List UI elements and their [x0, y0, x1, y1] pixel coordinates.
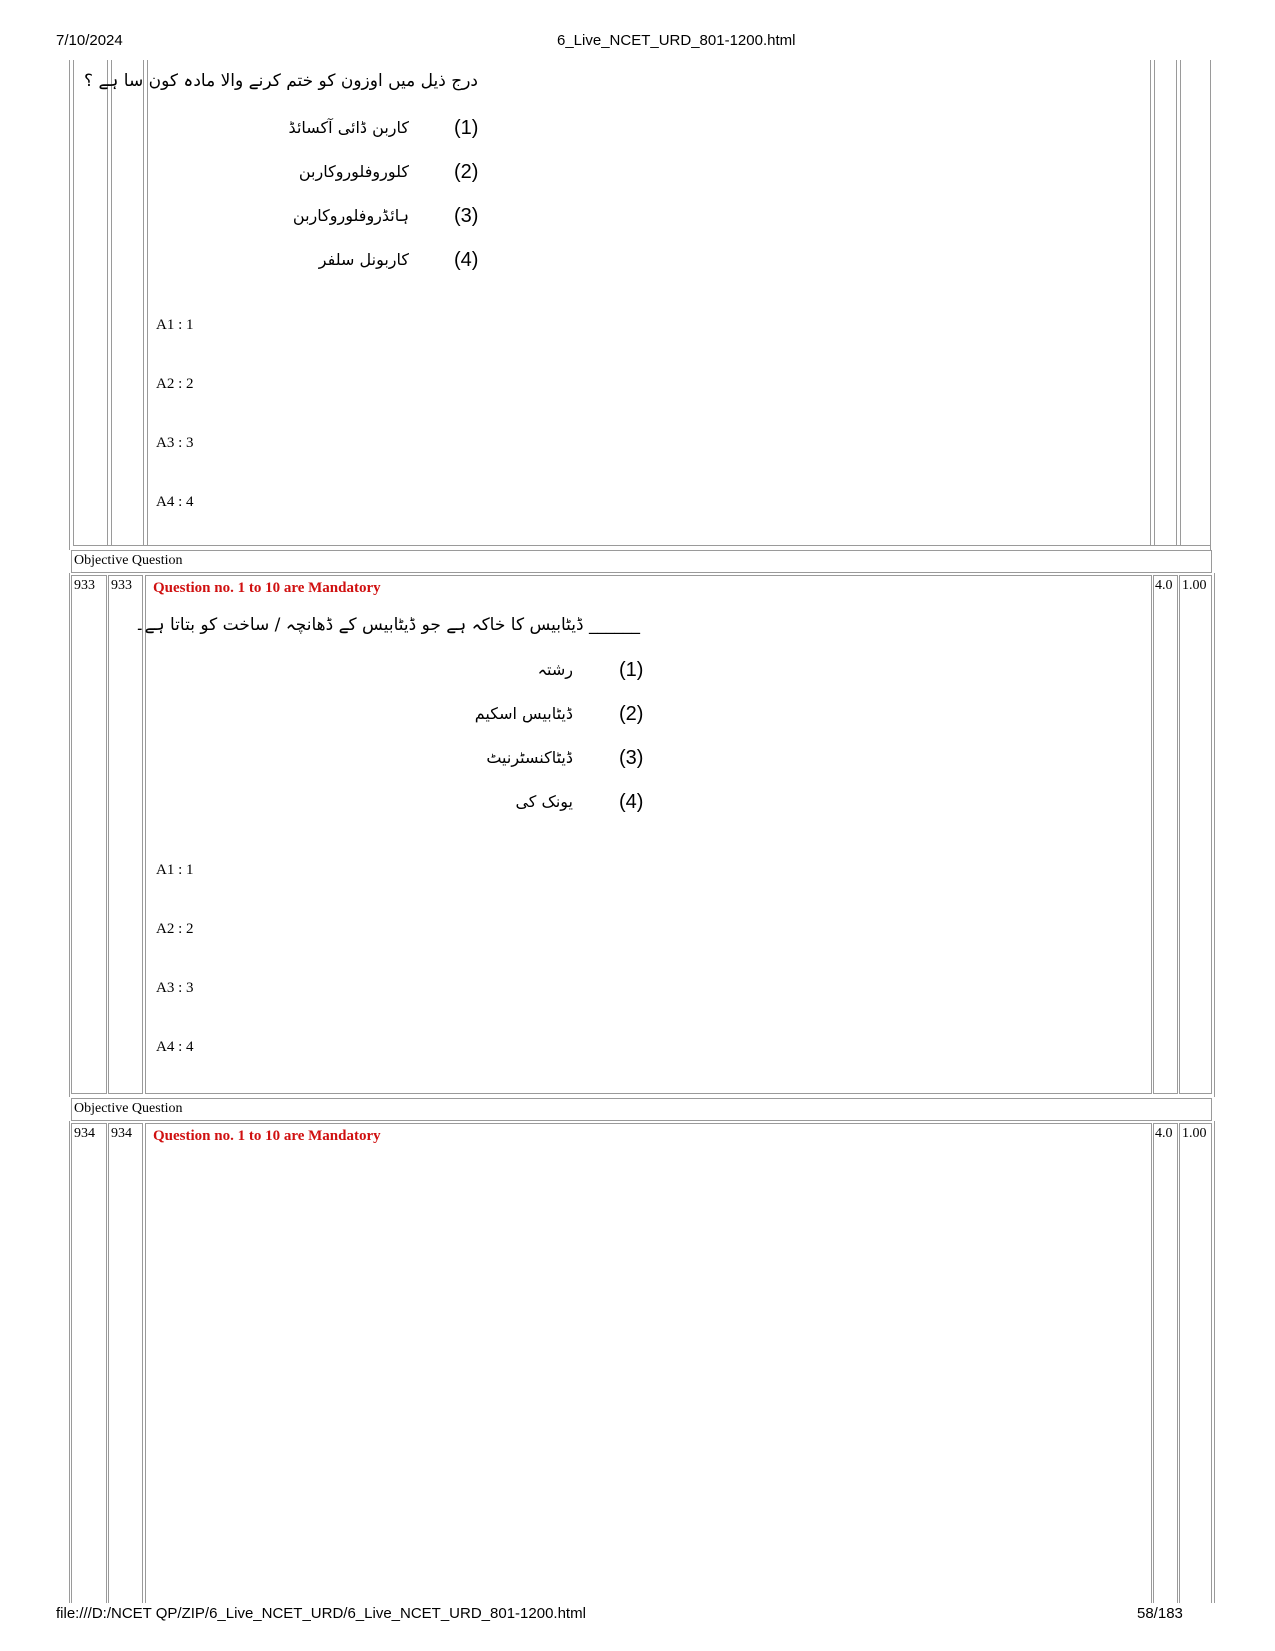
q933-option-1-text: رشتہ: [537, 660, 573, 679]
q934-question-id: 934: [111, 1126, 132, 1141]
page-number: 58/183: [1137, 1605, 1183, 1622]
q932-answer-2: A2 : 2: [156, 376, 194, 392]
q933-option-1-number: (1): [619, 659, 644, 681]
q932-answer-1: A1 : 1: [156, 317, 194, 333]
q932-option-2-text: کلوروفلوروکاربن: [298, 162, 409, 181]
q933-answer-2: A2 : 2: [156, 921, 194, 937]
q933-option-4-text: یونک کی: [515, 792, 573, 811]
q932-option-3-text: ہائڈروفلوروکاربن: [292, 206, 409, 225]
q934-marks: 4.0: [1155, 1126, 1173, 1141]
q933-option-3-number: (3): [619, 747, 644, 769]
page-title: 6_Live_NCET_URD_801-1200.html: [557, 32, 796, 49]
section-label-row: [71, 1098, 1212, 1121]
q933-negative-marks: 1.00: [1182, 578, 1207, 593]
q933-answer-3: A3 : 3: [156, 980, 194, 996]
q932-option-1-number: (1): [454, 117, 479, 139]
section-label: Objective Question: [74, 553, 183, 568]
q932-option-2-number: (2): [454, 161, 479, 183]
q932-option-1-text: کاربن ڈائی آکسائڈ: [288, 118, 409, 137]
question-932-text: درج ذیل میں اوزون کو ختم کرنے والا مادہ کون سا ہے ؟: [84, 71, 478, 91]
q933-marks: 4.0: [1155, 578, 1173, 593]
section-label-row: [71, 550, 1212, 573]
q933-serial: 933: [74, 578, 95, 593]
file-path: file:///D:/NCET QP/ZIP/6_Live_NCET_URD/6_Live_NCET_URD_801-1200.html: [56, 1605, 586, 1622]
q934-negative-marks: 1.00: [1182, 1126, 1207, 1141]
q932-answer-3: A3 : 3: [156, 435, 194, 451]
q933-answer-4: A4 : 4: [156, 1039, 194, 1055]
q934-mandatory-note: Question no. 1 to 10 are Mandatory: [153, 1128, 381, 1144]
q932-answer-4: A4 : 4: [156, 494, 194, 510]
section-label: Objective Question: [74, 1101, 183, 1116]
q933-question-id: 933: [111, 578, 132, 593]
q932-option-4-text: کاربونل سلفر: [318, 250, 409, 269]
q932-option-3-number: (3): [454, 205, 479, 227]
q933-option-2-number: (2): [619, 703, 644, 725]
q933-answer-1: A1 : 1: [156, 862, 194, 878]
print-date: 7/10/2024: [56, 32, 123, 49]
question-933-text: ______ ڈیٹابیس کا خاکہ ہے جو ڈیٹابیس کے ڈھانچہ / ساخت کو بتاتا ہے۔: [134, 615, 640, 635]
q933-mandatory-note: Question no. 1 to 10 are Mandatory: [153, 580, 381, 596]
q932-option-4-number: (4): [454, 249, 479, 271]
q933-option-4-number: (4): [619, 791, 644, 813]
q933-option-2-text: ڈیٹابیس اسکیم: [474, 704, 573, 723]
q933-option-3-text: ڈیٹاکنسٹرنیٹ: [486, 748, 573, 767]
q934-serial: 934: [74, 1126, 95, 1141]
